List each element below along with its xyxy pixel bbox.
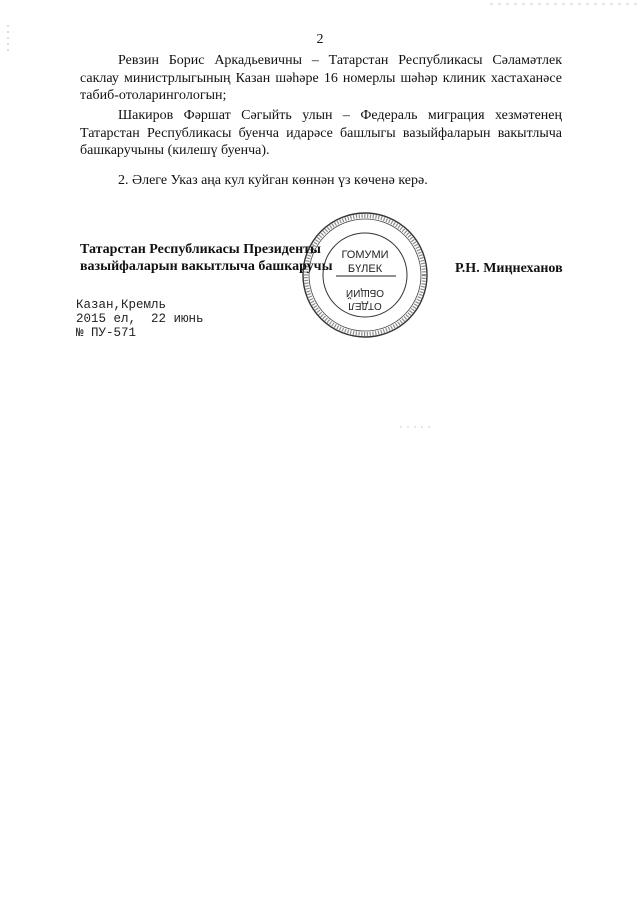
official-seal	[300, 210, 430, 340]
paragraph-clause-2	[80, 172, 562, 190]
paragraph-shakirov	[80, 107, 562, 160]
signatory-title-line-2: вазыйфаларын вакытлыча башкаручы	[80, 259, 333, 274]
seal-line-4: ОБЩИЙ	[345, 287, 385, 298]
issue-place: Казан,Кремль	[76, 298, 167, 312]
paragraph-text: Ревзин Борис Аркадьевичны – Татарстан Республикасы Сәламәтлек саклау министрлыгының Казан шәһәре 16 номерлы шәһәр клиник хастаханәсе табиб-отоларингологын;	[80, 53, 562, 103]
paragraph-revzin	[80, 52, 562, 105]
signatory-name: Р.Н. Миңнеханов	[455, 261, 563, 276]
issue-date: 2015 ел, 22 июнь	[76, 312, 204, 326]
paragraph-text: Шакиров Фәршат Сәгыйть улын – Федераль миграция хезмәтенең Татарстан Республикасы буенча идарәсе башлыгы вазыйфаларын вакытлыча башкаручыны (килешү буенча).	[80, 108, 562, 158]
page-number: 2	[316, 32, 324, 47]
decree-number: № ПУ-571	[76, 326, 137, 340]
seal-line-2: БҮЛЕК	[347, 263, 383, 275]
seal-line-3: ОТДЕЛ	[348, 300, 382, 311]
signatory-title-line-1: Татарстан Республикасы Президенты	[80, 242, 321, 257]
seal-line-1: ГОМУМИ	[341, 249, 389, 261]
paragraph-text: 2. Әлеге Указ аңа кул куйган көннән үз көченә керә.	[118, 173, 428, 188]
